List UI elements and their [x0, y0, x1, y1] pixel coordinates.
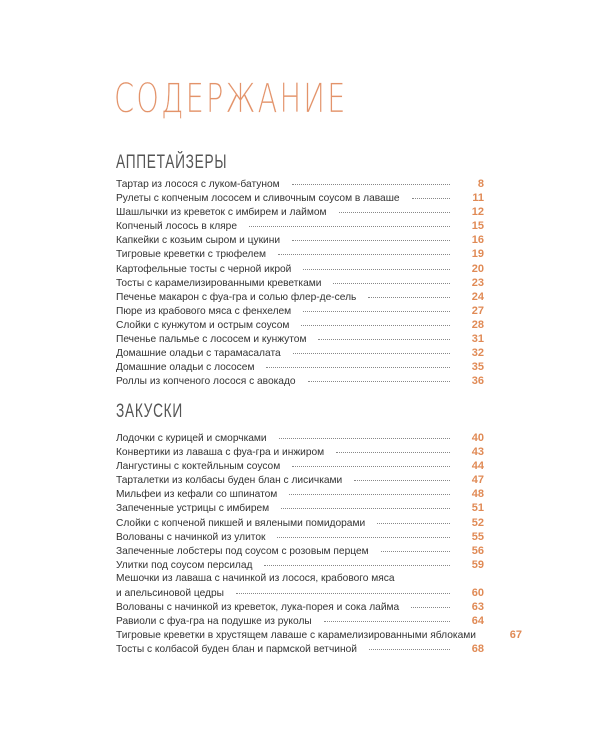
toc-entry[interactable] — [116, 446, 484, 460]
toc-entry-page: 52 — [471, 516, 484, 529]
toc-entry[interactable] — [116, 361, 484, 375]
toc-entry[interactable] — [116, 291, 484, 305]
toc-entry-title: Тосты с карамелизированными креветками — [116, 277, 322, 289]
toc-entry[interactable] — [116, 178, 484, 192]
toc-entry[interactable] — [116, 319, 484, 333]
dot-leader — [293, 353, 450, 354]
toc-entry-title: Равиоли с фуа-гра на подушке из руколы — [116, 616, 312, 628]
toc-entry-line — [116, 573, 484, 587]
toc-entry[interactable] — [116, 192, 484, 206]
page-title: СОДЕРЖАНИЕ — [114, 76, 348, 122]
toc-entry-title: Пюре из крабового мяса с фенхелем — [116, 305, 292, 317]
dot-leader — [292, 184, 450, 185]
toc-entry[interactable] — [116, 502, 484, 516]
dot-leader — [339, 212, 450, 213]
toc-entry[interactable] — [116, 629, 522, 643]
toc-entry-page: 27 — [471, 304, 484, 317]
toc-list-snacks — [116, 432, 522, 658]
dot-leader — [289, 494, 450, 495]
toc-entry-page: 20 — [471, 262, 484, 275]
dot-leader — [303, 311, 450, 312]
dot-leader — [278, 254, 450, 255]
toc-entry[interactable] — [116, 587, 484, 601]
toc-entry-page: 23 — [471, 276, 484, 289]
toc-entry-title: Рулеты с копченым лососем и сливочным соусом в лаваше — [116, 193, 400, 205]
toc-entry[interactable] — [116, 206, 484, 220]
toc-entry-title: Слойки с кунжутом и острым соусом — [116, 319, 290, 331]
dot-leader — [264, 565, 450, 566]
toc-entry[interactable] — [116, 545, 484, 559]
toc-entry[interactable] — [116, 488, 484, 502]
toc-entry[interactable] — [116, 517, 484, 531]
toc-entry[interactable] — [116, 277, 484, 291]
toc-entry-title: Мешочки из лаваша с начинкой из лосося, крабового мяса — [116, 572, 395, 584]
dot-leader — [249, 226, 450, 227]
dot-leader — [281, 508, 450, 509]
toc-entry-page: 55 — [471, 530, 484, 543]
toc-entry[interactable] — [116, 263, 484, 277]
toc-entry[interactable] — [116, 643, 484, 657]
section-heading-snacks: ЗАКУСКИ — [116, 401, 183, 422]
toc-entry-title: Конвертики из лаваша с фуа-гра и инжиром — [116, 447, 325, 459]
toc-entry-page: 28 — [471, 318, 484, 331]
toc-entry-title: Тигровые креветки в хрустящем лаваше с карамелизированными яблоками — [116, 630, 476, 642]
toc-entry-page: 36 — [471, 375, 484, 388]
toc-entry-title: Запеченные лобстеры под соусом с розовым перцем — [116, 545, 369, 557]
toc-entry[interactable] — [116, 531, 484, 545]
toc-list-appetizers — [116, 178, 484, 389]
toc-entry-title: Роллы из копченого лосося с авокадо — [116, 376, 296, 388]
toc-entry-title: Тарталетки из колбасы буден блан с лисичками — [116, 475, 343, 487]
toc-entry-title: и апельсиновой цедры — [116, 588, 224, 600]
toc-entry-page: 44 — [471, 460, 484, 473]
toc-entry-page: 15 — [471, 220, 484, 233]
toc-entry-page: 32 — [471, 347, 484, 360]
toc-entry-page: 16 — [471, 234, 484, 247]
dot-leader — [412, 198, 450, 199]
toc-entry-title: Печенье макарон с фуа-гра и солью флер-де-сель — [116, 291, 357, 303]
dot-leader — [368, 297, 450, 298]
toc-entry-title: Картофельные тосты с черной икрой — [116, 263, 292, 275]
dot-leader — [369, 649, 450, 650]
dot-leader — [292, 240, 450, 241]
dot-leader — [301, 325, 450, 326]
toc-entry[interactable] — [116, 333, 484, 347]
toc-entry-title: Волованы с начинкой из улиток — [116, 531, 266, 543]
toc-entry[interactable] — [116, 601, 484, 615]
dot-leader — [324, 621, 450, 622]
section-heading-appetizers: АППЕТАЙЗЕРЫ — [116, 152, 228, 173]
dot-leader — [266, 367, 450, 368]
toc-entry[interactable] — [116, 432, 484, 446]
toc-entry-page: 64 — [471, 615, 484, 628]
toc-entry-title: Капкейки с козьим сыром и цукини — [116, 235, 281, 247]
toc-entry-title: Шашлычки из креветок с имбирем и лаймом — [116, 207, 327, 219]
toc-entry-title: Тосты с колбасой буден блан и пармской ветчиной — [116, 644, 357, 656]
toc-entry-title: Домашние оладьи с тарамасалата — [116, 348, 281, 360]
toc-entry[interactable] — [116, 305, 484, 319]
toc-entry-page: 40 — [471, 432, 484, 444]
dot-leader — [354, 480, 450, 481]
toc-entry-page: 12 — [471, 206, 484, 219]
toc-entry-page: 51 — [471, 502, 484, 515]
dot-leader — [279, 438, 450, 439]
toc-entry-page: 68 — [471, 643, 484, 656]
dot-leader — [377, 523, 450, 524]
toc-entry[interactable] — [116, 375, 484, 389]
toc-entry-page: 43 — [471, 446, 484, 459]
toc-entry-title: Мильфеи из кефали со шпинатом — [116, 489, 278, 501]
toc-entry-page: 31 — [471, 333, 484, 346]
toc-entry-page: 19 — [471, 248, 484, 261]
toc-entry-title: Запеченные устрицы с имбирем — [116, 503, 270, 515]
dot-leader — [333, 283, 450, 284]
dot-leader — [236, 593, 450, 594]
dot-leader — [336, 452, 450, 453]
toc-entry-title: Копченый лосось в кляре — [116, 221, 237, 233]
toc-entry-page: 56 — [471, 544, 484, 557]
toc-entry-page: 8 — [477, 178, 484, 190]
dot-leader — [308, 381, 450, 382]
dot-leader — [292, 466, 450, 467]
dot-leader — [303, 269, 450, 270]
toc-entry-title: Тигровые креветки с трюфелем — [116, 249, 267, 261]
dot-leader — [411, 607, 450, 608]
toc-entry-page: 35 — [471, 361, 484, 374]
toc-entry-page: 47 — [471, 474, 484, 487]
toc-entry-page: 60 — [471, 587, 484, 600]
toc-entry-page: 59 — [471, 558, 484, 571]
toc-entry-title: Волованы с начинкой из креветок, лука-порея и сока лайма — [116, 602, 400, 614]
toc-entry[interactable] — [116, 474, 484, 488]
toc-entry-page: 48 — [471, 488, 484, 501]
toc-entry-page: 67 — [509, 629, 522, 642]
toc-entry[interactable] — [116, 234, 484, 248]
toc-entry[interactable] — [116, 220, 484, 234]
dot-leader — [381, 551, 450, 552]
toc-entry[interactable] — [116, 248, 484, 262]
toc-entry-page: 11 — [472, 192, 484, 205]
toc-entry[interactable] — [116, 615, 484, 629]
toc-entry[interactable] — [116, 347, 484, 361]
toc-entry[interactable] — [116, 559, 484, 573]
toc-entry-title: Лодочки с курицей и сморчками — [116, 433, 267, 444]
toc-entry[interactable] — [116, 460, 484, 474]
toc-entry-title: Печенье пальмье с лососем и кунжутом — [116, 334, 307, 346]
toc-entry-title: Домашние оладьи с лососем — [116, 362, 255, 374]
dot-leader — [277, 537, 450, 538]
toc-entry-title: Улитки под соусом персилад — [116, 559, 253, 571]
toc-entry-title: Слойки с копченой пикшей и вялеными помидорами — [116, 517, 366, 529]
toc-entry-title: Лангустины с коктейльным соусом — [116, 461, 281, 473]
dot-leader — [318, 339, 450, 340]
toc-entry-page: 24 — [471, 290, 484, 303]
toc-entry-page: 63 — [471, 601, 484, 614]
toc-entry-title: Тартар из лосося с луком-батуном — [116, 179, 280, 190]
